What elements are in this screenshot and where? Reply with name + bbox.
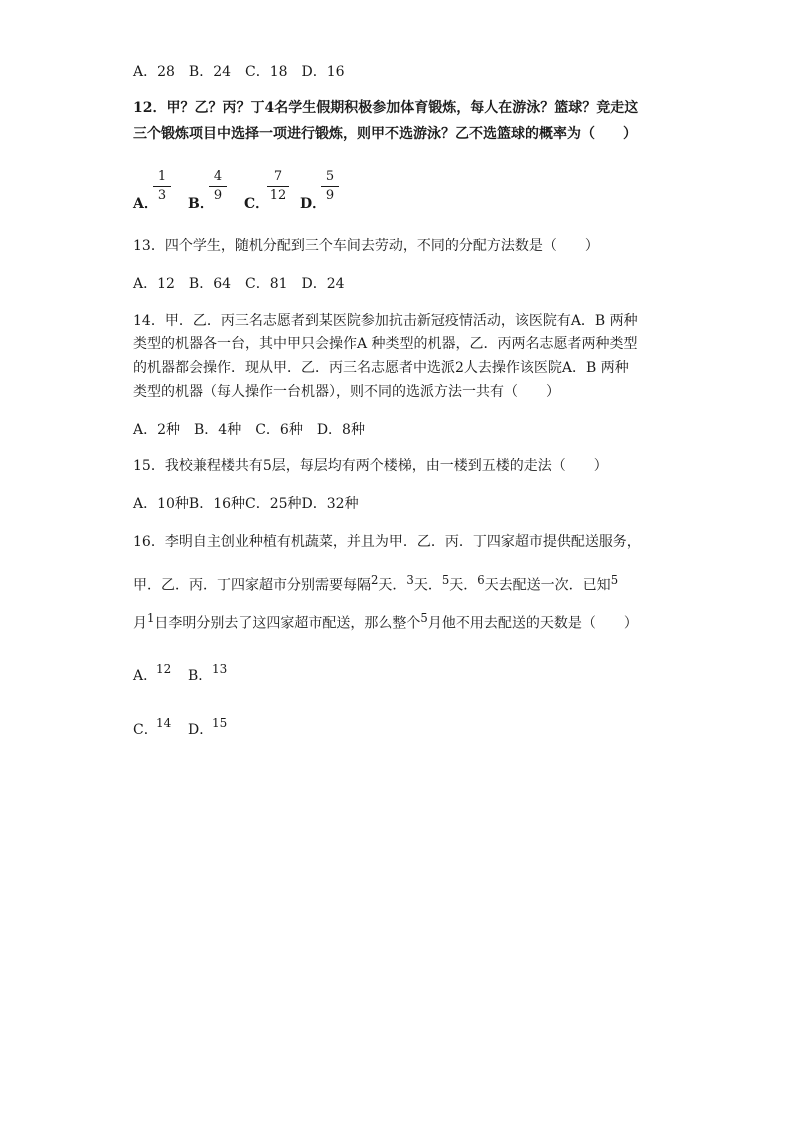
q14-options: A．2种 B．4种 C．6种 D．8种 <box>133 422 365 438</box>
q15-options: A．10种B．16种C．25种D．32种 <box>133 496 359 512</box>
q14-stem-line2: 类型的机器各一台，其中甲只会操作A 种类型的机器，乙．丙两名志愿者两种类型 <box>133 336 638 352</box>
fraction-denominator: 3 <box>157 188 167 203</box>
q12-stem-line2: 三个锻炼项目中选择一项进行锻炼，则甲不选游泳？乙不选篮球的概率为（ ） <box>133 126 637 142</box>
q12-stem-line1: 12．甲？乙？丙？丁4名学生假期积极参加体育锻炼，每人在游泳？篮球？竞走这 <box>133 100 639 116</box>
q16-stem-line1: 16．李明自主创业种植有机蔬菜，并且为甲．乙．丙．丁四家超市提供配送服务， <box>133 534 641 550</box>
q12-option-d-fraction <box>318 168 342 205</box>
q12-option-c-fraction <box>264 168 292 205</box>
fraction-denominator: 9 <box>213 188 223 203</box>
q16-option-c-label: C． <box>133 722 158 738</box>
q16-option-b-label: B． <box>188 668 213 684</box>
q16-option-a-label: A． <box>133 668 158 684</box>
q16-stem-line3 <box>133 608 638 634</box>
q16-number: 1 <box>147 611 155 625</box>
q16-text: 甲．乙．丙．丁四家超市分别需要每隔 <box>133 577 371 594</box>
q16-stem-line2 <box>133 570 618 596</box>
q15-stem: 15．我校兼程楼共有5层，每层均有两个楼梯，由一楼到五楼的走法（ ） <box>133 458 608 474</box>
q16-text: 天． <box>413 577 442 594</box>
q16-number: 5 <box>441 573 450 587</box>
q14-stem-line1: 14．甲．乙．丙三名志愿者到某医院参加抗击新冠疫情活动，该医院有A．B 两种 <box>133 313 638 329</box>
fraction-numerator: 5 <box>325 169 335 184</box>
q16-option-d-label: D． <box>188 722 214 738</box>
q16-number: 5 <box>420 611 428 625</box>
q12-option-d-label: D． <box>300 196 327 212</box>
q11-options: A．28 B．24 C．18 D．16 <box>133 64 345 80</box>
q14-stem-line4: 类型的机器（每人操作一台机器），则不同的选派方法一共有（ ） <box>133 384 560 400</box>
q16-option-b-value: 13 <box>212 662 228 676</box>
q16-text: 天． <box>378 577 407 594</box>
q12-option-a-fraction <box>150 168 174 205</box>
q16-option-a-value: 12 <box>156 662 172 676</box>
q12-option-b-label: B． <box>188 196 214 212</box>
q16-text: 月 <box>133 615 147 632</box>
q16-option-c-value: 14 <box>156 716 172 730</box>
fraction-numerator: 4 <box>213 169 223 184</box>
q12-option-b-fraction <box>206 168 230 205</box>
fraction-denominator: 9 <box>325 188 335 203</box>
q16-number: 5 <box>610 573 619 587</box>
q12-option-a-label: A． <box>133 196 158 212</box>
fraction-denominator: 12 <box>269 188 287 203</box>
q16-text: 月他不用去配送的天数是（ ） <box>427 615 638 632</box>
q16-number: 6 <box>477 573 485 587</box>
q13-options: A．12 B．64 C．81 D．24 <box>133 276 345 292</box>
q16-text: 天去配送一次．已知 <box>484 577 611 594</box>
q16-text: 天． <box>449 577 478 594</box>
fraction-numerator: 7 <box>273 169 283 184</box>
q16-number: 3 <box>406 573 414 587</box>
q16-number: 2 <box>371 573 379 587</box>
q16-option-d-value: 15 <box>212 716 228 730</box>
q13-stem: 13．四个学生，随机分配到三个车间去劳动，不同的分配方法数是（ ） <box>133 238 599 254</box>
fraction-numerator: 1 <box>157 169 167 184</box>
q16-text: 日李明分别去了这四家超市配送，那么整个 <box>154 615 421 632</box>
q12-option-c-label: C． <box>244 196 270 212</box>
q14-stem-line3: 的机器都会操作．现从甲．乙．丙三名志愿者中选派2人去操作该医院A．B 两种 <box>133 360 629 376</box>
